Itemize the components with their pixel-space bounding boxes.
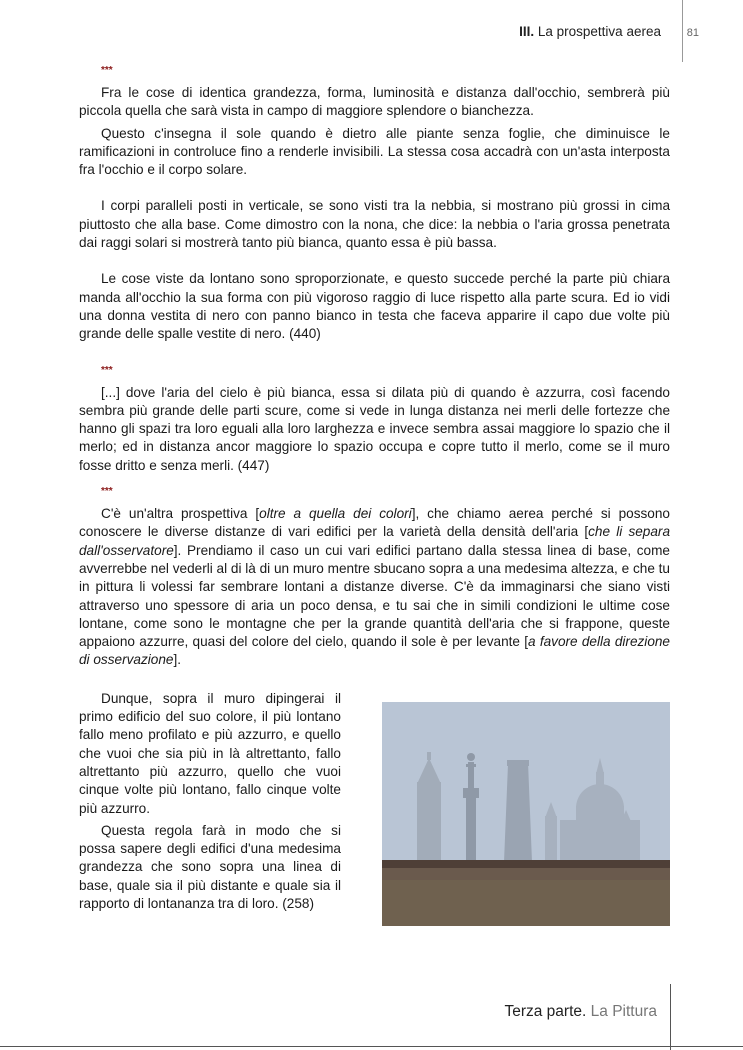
footer-rule [0,1046,743,1047]
section-separator: *** [101,364,113,376]
paragraph: Fra le cose di identica grandezza, forma, luminosità e distanza dall'occhio, sembrerà più piccola quella che sarà vista in campo di maggiore splendore o bianchezza. [79,85,670,119]
mid-building-tower [504,760,532,862]
paragraph: [...] dove l'aria del cielo è più bianca, essa si dilata più di quando è azzurra, così facendo sembra più grande delle parti scure, come si vede in lunga distanza nei merli delle fortezze che hanno gli spazi tra loro eguali alla loro larghezza e invece sembra assai maggiore lo spazio che il merlo; ed in distanza ancor maggiore lo spazio occupa e copre tutto il merlo, come se il muro fosse dritto e senza merli. (447) [79,384,670,473]
wall-top [382,860,670,868]
footer-divider [670,984,671,1050]
running-footer [504,1003,657,1021]
wall [382,868,670,880]
page-number: 81 [686,27,699,39]
paragraph: I corpi paralleli posti in verticale, se sono visti tra la nebbia, si mostrano più grossi in cima piuttosto che alla base. Come dimostro con la nona, che dice: la nebbia o l'aria grossa penetrata dai raggi solari si mostrerà tanto più bianca, quanto essa è più bassa. [79,198,670,251]
section-separator: *** [101,486,113,498]
ground [382,880,670,926]
paragraph: Questo c'insegna il sole quando è dietro alle piante senza foglie, che diminuisce le ramificazioni in controluce fino a renderle invisibili. La stessa cosa accadrà con un'asta interposta fra l'occhio e il corpo solare. [79,125,670,178]
paragraph: C'è un'altra prospettiva [oltre a quella dei colori], che chiamo aerea perché si possono conoscere le diverse distanze di vari edifici per la varietà della densità dell'aria [che li separa dall'osservatore]. Prendiamo il caso un cui vari edifici partano dalla stessa linea di base, come avverrebbe nel vederli al di là di un muro mentre sbucano sopra a una medesima altezza, e che tu in pittura li volessi far sembrare lontani a distanze diverse. C'è da immaginarsi che siano visti attraverso uno spessore di aria un poco densa, e tu sai che in simili condizioni le ultime cose lontane, come sono le montagne che per la grande quantità dell'aria che si frappone, queste appaiono azzurre, quasi del colore del cielo, quando il sole è per levante [a favore della direzione di osservazione]. [79,506,671,668]
skyline-illustration-svg [382,702,670,926]
section-separator: *** [101,65,113,76]
skyline-illustration [382,702,670,926]
paragraph: Questa regola farà in modo che si possa sapere degli edifici d'una medesima grandezza che sono sopra una linea di base, quale sia il più distante e quale sia il rapporto di lontananza tra di loro. (258) [79,822,341,911]
chapter-title: La prospettiva aerea [537,24,661,39]
paragraph: Dunque, sopra il muro dipingerai il primo edificio del suo colore, il più lontano fallo meno profilato e più azzurro, e quello che vuoi che sia più in là altrettanto, fallo altrettanto più azzurro, quello che vuoi cinque volte più lontano, fallo cinque volte più azzurro. [79,690,341,816]
paragraph: Le cose viste da lontano sono sproporzionate, e questo succede perché la parte più chiara manda all'occhio la sua forma con più vigoroso raggio di luce rispetto alla parte scura. Ed io vidi una donna vestita di nero con panno bianco in testa che faceva apparire il capo due volte più grande delle spalle vestite di nero. (440) [79,271,670,342]
footer-title: La Pittura [590,1003,657,1020]
footer-part: Terza parte. [504,1003,587,1020]
figure-caption-text [79,690,341,914]
page-body [79,62,670,913]
figure-section [79,690,670,914]
chapter-number: III. [519,24,535,39]
running-header [519,24,699,39]
